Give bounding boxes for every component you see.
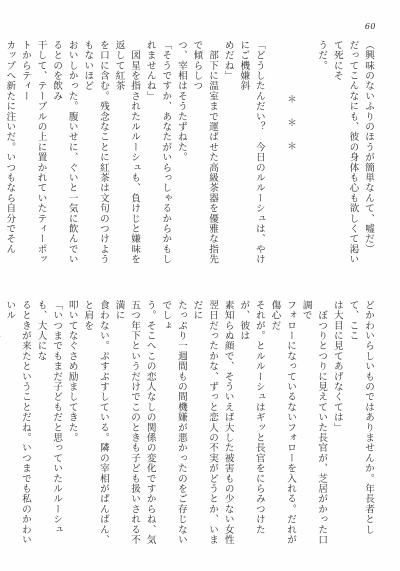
text-line: 五つ年下というだけでこのときも子ども扱いされる不満に — [113, 300, 141, 545]
blank-line — [298, 40, 314, 265]
column-gap — [40, 287, 376, 288]
text-line: （興味のないふりのほうが簡単なんて、嘘だ） — [363, 40, 374, 255]
text-line: どかわいらしいものではありませんか。年長者として、ここ — [347, 300, 374, 535]
text-column-top — [4, 40, 376, 265]
page-number: 60 — [364, 22, 376, 31]
text-line: 図星を指されたルルーシュも、負けじと嫌味を返して紅茶 — [113, 40, 141, 265]
text-line: るときが来たということだね。いつまでも私のかわいいル — [4, 300, 31, 545]
blank-line — [267, 40, 283, 265]
text-line: 「そうですか、あなたがいらっしゃるからかもしれませんね」 — [144, 40, 172, 265]
text-line: うだ。 — [316, 40, 328, 71]
section-break-stars: ＊＊＊ — [285, 94, 297, 165]
text-line: を口に含む。残念なことに紅茶は文句のつけようもないほど — [82, 40, 109, 265]
text-line: 「いつまでもまだ子どもだと思っていたルルーシュも、大人にな — [35, 300, 63, 535]
text-line — [0, 300, 2, 545]
text-line: それが。とルルーシュはギッと長官をにらみつけたが、彼は — [238, 300, 265, 535]
text-line: 「どうしたんだい？ 今日のルルーシュは、やけにご機嫌斜 — [238, 40, 265, 265]
text-line: たっぷり一週間もの間機嫌が悪かったのをご存じないでしょ — [160, 300, 187, 545]
text-line: だってこんなにも、彼の身体も心も欲しくて渇いて死にそ — [331, 40, 359, 265]
text-line: カップへ新たに注いだ。いつもなら自分でそん — [4, 40, 16, 255]
text-line: う。そこへこの恋人なしの関係の変化ですからね、気 — [144, 300, 156, 545]
text-line: めだね」 — [222, 40, 234, 81]
text-column-bottom — [4, 300, 376, 545]
text-line: フォローになっているないフォローを入れる。だれが傷心だ — [269, 300, 297, 545]
text-line: おいしかった。腹いせに、ぐいと一気に飲んでいるとのを飲み — [51, 40, 78, 265]
text-line: 翌日だったかな、ずっと恋人の不実がどうとか、いまだに — [191, 300, 219, 545]
text-line: 干して、テーブルの上に置かれていたティーポットからティー — [19, 40, 47, 265]
text-line: 叩いてなぐさめ励ましてきた。 — [66, 300, 78, 443]
text-line: ぼつりとつりに見えていた長官が、芝居がかった口調で — [300, 300, 328, 545]
text-line: は大目に見てあげなくては」 — [331, 300, 343, 433]
text-line: つ、宰相はそうたずねた。 — [175, 40, 187, 163]
text-line: 食わない。ぷすぷすしている。隣の宰相がぱんぱん、と肩を — [82, 300, 109, 545]
text-line: 素知らぬ顔で、そういえば大した被害もの少ない女性 — [222, 300, 234, 545]
text-line: 部下に温室まで運ばせた高級茶器を優雅な指先で傾らしつ — [191, 40, 219, 265]
